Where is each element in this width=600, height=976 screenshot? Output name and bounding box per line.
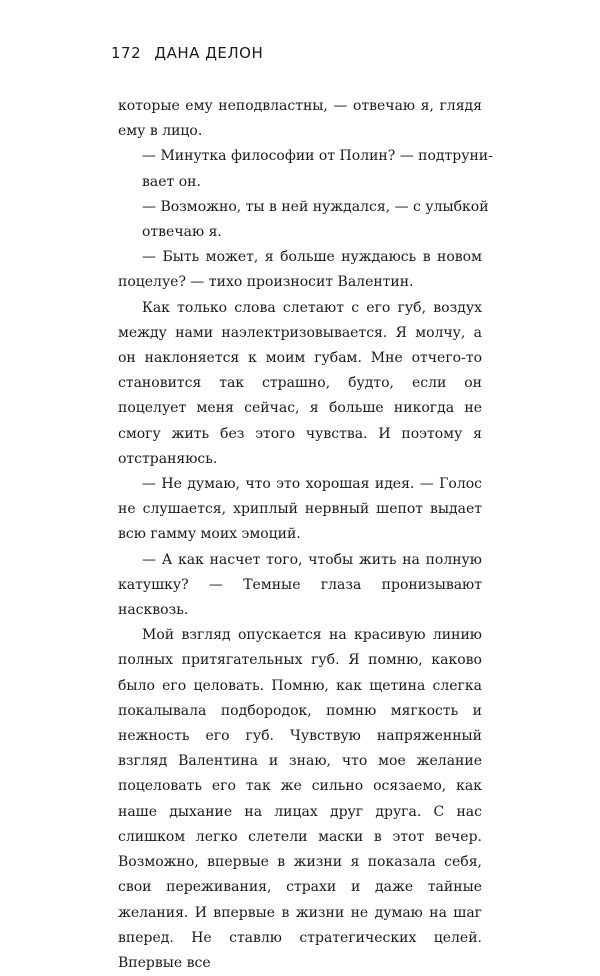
paragraph <box>118 94 482 144</box>
body-text <box>118 94 493 976</box>
paragraph: — А как насчет того, чтобы жить на полную катушку? — Темные глаза пронизывают насквозь. <box>118 551 482 619</box>
paragraph <box>118 195 489 245</box>
paragraph: — Не думаю, что это хорошая идея. — Голос не слушается, хриплый нервный шепот выдает всю гамму моих эмоций. <box>118 476 482 543</box>
page-number: 172 <box>111 44 142 62</box>
text-line: вает он. <box>142 173 201 190</box>
text-line: которые ему неподвластны, — отвечаю я, глядя <box>118 98 482 114</box>
text-line: отвечаю я. <box>142 224 222 241</box>
paragraph: — Быть может, я больше нуждаюсь в новом поцелуе? — тихо произносит Валентин. <box>118 249 482 291</box>
paragraph: Как только слова слетают с его губ, воздух между нами наэлектризовывается. Я молчу, а он наклоняется к моим губам. Мне отчего-то становится так страшно, будто, если он поцелует меня сейчас, я больше никогда не смогу жить без этого чувства. И поэтому я отстраняюсь. <box>118 299 482 467</box>
running-head-author: ДАНА ДЕЛОН <box>154 44 264 62</box>
running-header <box>111 44 263 62</box>
text-line: — Минутка философии от Полин? — подтруни- <box>142 148 493 165</box>
paragraph: Мой взгляд опускается на красивую линию полных притягательных губ. Я помню, каково было его целовать. Помню, как щетина слегка покалывала подбородок, помню мягкость и нежность его губ. Чувствую напряженный взгляд Валентина и знаю, что мое желание поцеловать его так же сильно осязаемо, как наше дыхание на лицах друг друга. С нас слишком легко слетели маски в этот вечер. Возможно, впервые в жизни я показала себя, свои переживания, страхи и даже тайные желания. И впервые в жизни не думаю на шаг вперед. Не ставлю стратегических целей. Впервые все <box>118 627 482 971</box>
text-line: — Возможно, ты в ней нуждался, — с улыбкой <box>142 198 489 215</box>
paragraph <box>118 144 493 194</box>
text-line: ему в лицо. <box>118 123 203 140</box>
